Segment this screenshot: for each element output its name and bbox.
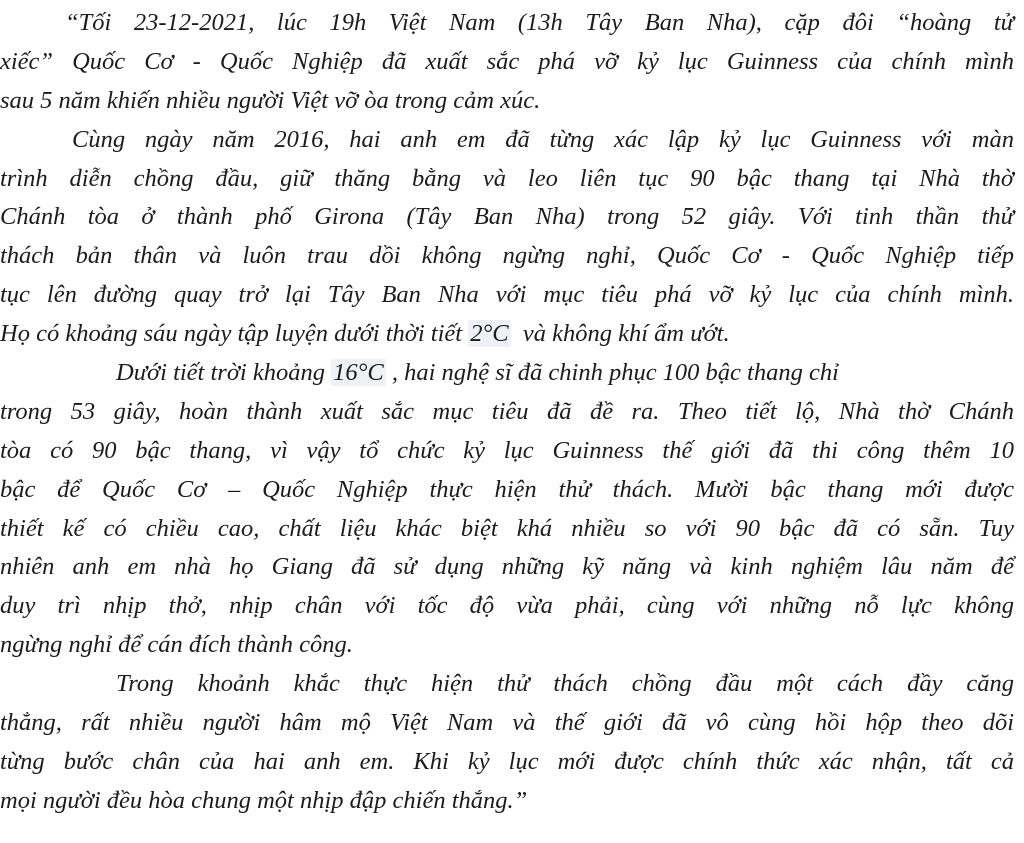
text-line: trong 53 giây, hoàn thành xuất sắc mục tiêu đã đề ra. Theo tiết lộ, Nhà thờ Chánh (0, 397, 1014, 425)
paragraph-3 (0, 354, 1014, 665)
text-line (0, 315, 1014, 354)
temperature-highlight: 16°C (333, 359, 384, 387)
text-line: bậc để Quốc Cơ – Quốc Nghiệp thực hiện thử thách. Mười bậc thang mới được (0, 475, 1014, 503)
text-line: “Tối 23-12-2021, lúc 19h Việt Nam (13h Tây Ban Nha), cặp đôi “hoàng tử (65, 9, 1014, 36)
text-segment: Họ có khoảng sáu ngày tập luyện dưới thời tiết (0, 320, 469, 348)
text-line: Chánh tòa ở thành phố Girona (Tây Ban Nha) trong 52 giây. Với tinh thần thử (0, 203, 1014, 231)
text-segment: Dưới tiết trời khoảng (116, 359, 332, 387)
text-line (0, 354, 1014, 393)
temperature-highlight: 2°C (470, 320, 509, 348)
text-line: Cùng ngày năm 2016, hai anh em đã từng xác lập kỷ lục Guinness với màn (72, 125, 1014, 153)
text-line: ngừng nghỉ để cán đích thành công. (0, 631, 353, 659)
text-line: trình diễn chồng đầu, giữ thăng bằng và leo liên tục 90 bậc thang tại Nhà thờ (0, 164, 1014, 192)
document-body (0, 4, 1014, 821)
text-line: sau 5 năm khiến nhiều người Việt vỡ òa trong cảm xúc. (0, 86, 541, 114)
text-line: xiếc” Quốc Cơ - Quốc Nghiệp đã xuất sắc phá vỡ kỷ lục Guinness của chính mình (0, 47, 1014, 75)
text-segment: và không khí ẩm ướt. (510, 320, 730, 348)
paragraph-4 (0, 665, 1014, 821)
text-segment: , hai nghệ sĩ đã chinh phục 100 bậc thang chỉ (385, 359, 839, 387)
text-line: thách bản thân và luôn trau dồi không ngừng nghỉ, Quốc Cơ - Quốc Nghiệp tiếp (0, 242, 1014, 270)
text-line: Trong khoảnh khắc thực hiện thử thách chồng đầu một cách đầy căng (116, 670, 1014, 698)
text-line: từng bước chân của hai anh em. Khi kỷ lục mới được chính thức xác nhận, tất cả (0, 747, 1014, 775)
text-line: tòa có 90 bậc thang, vì vậy tổ chức kỷ lục Guinness thế giới đã thi công thêm 10 (0, 436, 1014, 464)
paragraph-2 (0, 121, 1014, 354)
text-line: duy trì nhịp thở, nhịp chân với tốc độ vừa phải, cùng với những nỗ lực không (0, 592, 1014, 620)
text-line: thẳng, rất nhiều người hâm mộ Việt Nam và thế giới đã vô cùng hồi hộp theo dõi (0, 709, 1014, 737)
text-line: thiết kế có chiều cao, chất liệu khác biệt khá nhiều so với 90 bậc đã có sẵn. Tuy (0, 514, 1014, 542)
paragraph-1 (0, 4, 1014, 121)
text-line: mọi người đều hòa chung một nhịp đập chiến thắng.” (0, 786, 528, 814)
text-line: nhiên anh em nhà họ Giang đã sử dụng những kỹ năng và kinh nghiệm lâu năm để (0, 553, 1014, 581)
text-line: tục lên đường quay trở lại Tây Ban Nha với mục tiêu phá vỡ kỷ lục của chính mình. (0, 281, 1014, 309)
